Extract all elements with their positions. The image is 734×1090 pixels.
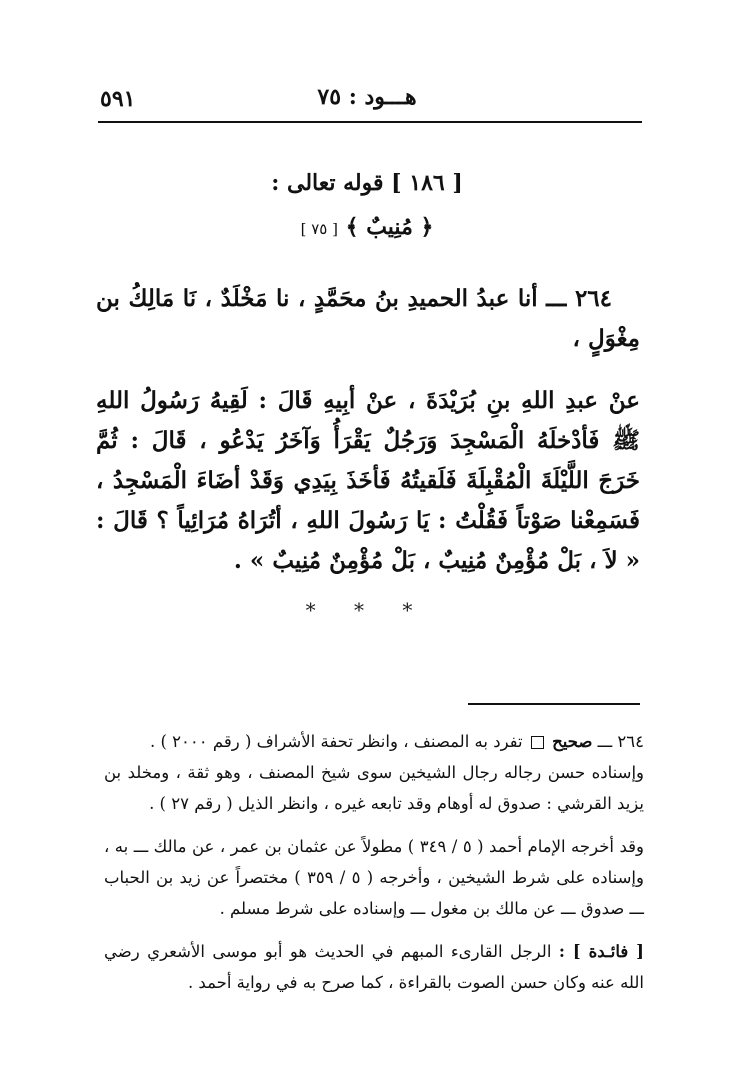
footnote-block-ahmad — [104, 831, 644, 924]
footnote-text: تفرد به المصنف ، وانظر تحفة الأشراف ( رقم ٢٠٠٠ ) . — [150, 732, 523, 751]
footnote-paragraph: وإسناده حسن رجاله رجال الشيخين سوى شيخ المصنف ، وهو ثقة ، ومخلد بن يزيد القرشي : صدوق له أوهام وقد تابعه غيره ، وانظر الذيل ( رقم ٢٧ ) . — [104, 763, 644, 813]
hadith-matn: عنْ عبدِ اللهِ بنِ بُرَيْدَةَ ، عنْ أبِيهِ قَالَ : لَقِيهُ رَسُولُ اللهِ ﷺ فَأدْخلَهُ الْمَسْجِدَ وَرَجُلٌ يَقْرَأُ وَآخَرُ يَدْعُو ، قَالَ : ثُمَّ خَرَجَ اللَّيْلَةَ الْمُقْبِلَةَ فَلَقيتُهُ فَأخَذَ بِيَدِي وَقَدْ أضَاءَ الْمَسْجِدُ ، فَسَمِعْنا صَوْتاً فَقُلْتُ : يَا رَسُولَ اللهِ ، أتُرَاهُ مُرَائِياً ؟ قَالَ : « لاَ ، بَلْ مُؤْمِنٌ مُنِيبٌ ، بَلْ مُؤْمِنٌ مُنِيبٌ » . — [96, 387, 640, 574]
page-number: ٥٩١ — [100, 86, 136, 112]
footnote-paragraph: وقد أخرجه الإمام أحمد ( ٥ / ٣٤٩ ) مطولاً عن عثمان بن عمر ، عن مالك ـــ به ، وإسناده على شرط الشيخين ، وأخرجه ( ٥ / ٣٥٩ ) مختصراً عن زيد بن الحباب ـــ صدوق ـــ عن مالك بن مغول ـــ وإسناده على شرط مسلم . — [104, 837, 644, 918]
footnote-number: ٢٦٤ ـــ — [597, 732, 644, 751]
footnote-paragraph — [104, 936, 644, 998]
footnotes — [104, 726, 644, 1010]
quran-verse — [0, 214, 734, 240]
hadith-grade: صحيح — [552, 732, 593, 751]
footnote-block-takhrij — [104, 726, 644, 819]
footnote-rule — [468, 703, 640, 705]
footnote-block-benefit — [104, 936, 644, 998]
quran-verse-ref: [ ٧٥ ] — [300, 220, 338, 238]
quran-verse-text: ﴿ مُنِيبٌ ﴾ — [345, 214, 434, 240]
box-symbol-icon — [531, 736, 544, 749]
header-rule — [98, 121, 642, 123]
section-heading: [ ١٨٦ ] قوله تعالى : — [271, 170, 463, 196]
hadith-text — [96, 279, 640, 581]
running-title: هـــود : ٧٥ — [317, 84, 417, 110]
section-separator: * * * — [305, 598, 429, 622]
benefit-text: الرجل القارىء المبهم في الحديث هو أبو موسى الأشعري رضي الله عنه وكان حسن الصوت بالقراءة ، كما صرح به في رواية أحمد . — [104, 942, 644, 992]
benefit-label: [ فائـدة ] : — [558, 942, 644, 961]
hadith-isnad: ٢٦٤ ـــ أنا عبدُ الحميدِ بنُ محَمَّدٍ ، نا مَخْلَدٌ ، نَا مَالِكُ بن مِغْوَلٍ ، — [96, 285, 640, 352]
footnote-line — [104, 726, 644, 757]
